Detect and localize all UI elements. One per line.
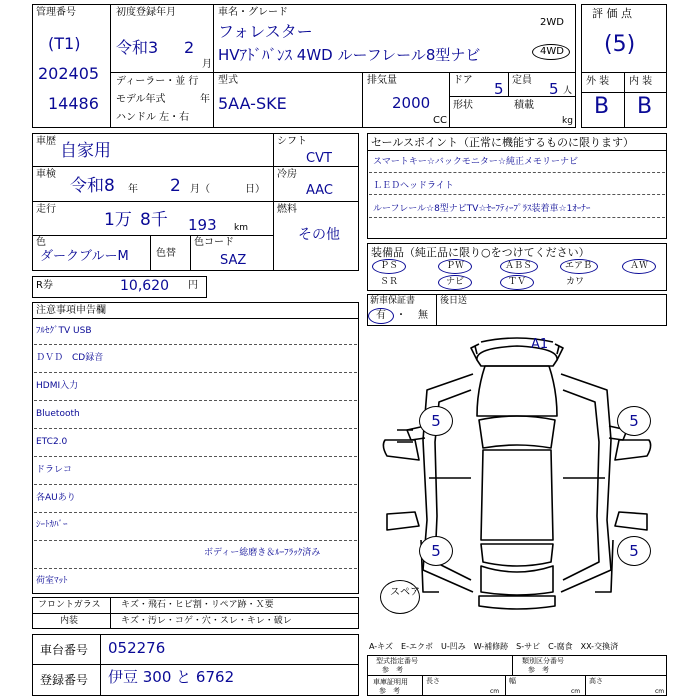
mileage-1k: 8千 bbox=[140, 210, 168, 230]
equip-pw: ＰＷ bbox=[446, 261, 465, 271]
tire-rear-left bbox=[419, 536, 453, 566]
shift-label: シフト bbox=[277, 136, 307, 147]
windshield-items: キズ・汚レ・コゲ・穴・スレ・キレ・破レ bbox=[121, 616, 292, 626]
category-label: 類別区分番号 bbox=[522, 657, 564, 665]
first-reg-era: 令和3 bbox=[116, 38, 159, 57]
sales-point-1: スマートキー☆バックモニター☆純正メモリーナビ bbox=[373, 157, 578, 167]
sales-point-3: ルーフレール☆8型ナビTV☆ｾｰﾌﾃｨｰﾌﾟﾗｽ装着車☆1ｵｰﾅｰ bbox=[373, 204, 591, 214]
fuel-label: 燃料 bbox=[277, 204, 297, 215]
note-4: Bluetooth bbox=[36, 409, 80, 419]
chassis-label: 車台番号 bbox=[40, 643, 89, 657]
note-8: ｼｰﾄｶﾊﾞｰ bbox=[36, 520, 68, 530]
note-7: 各AUあり bbox=[36, 493, 76, 503]
mileage-10k: 1万 bbox=[104, 210, 132, 230]
notes-title: 注意事項申告欄 bbox=[36, 305, 106, 316]
equip-leather: カワ bbox=[566, 277, 585, 287]
aftermarket-label: 後日送 bbox=[440, 296, 468, 306]
tire-rear-left-value: 5 bbox=[431, 542, 441, 560]
length-label: 長さ bbox=[426, 677, 440, 685]
rating: (5) bbox=[604, 32, 636, 57]
color: ダークブルーM bbox=[40, 249, 129, 264]
warranty-no: 無 bbox=[418, 310, 428, 321]
tire-front-right bbox=[617, 406, 651, 436]
doors: 5 bbox=[494, 80, 504, 98]
inspection-era: 令和8 bbox=[70, 176, 115, 196]
tire-front-right-value: 5 bbox=[629, 412, 639, 430]
month-paren: 月（ bbox=[190, 184, 210, 195]
cc-unit: CC bbox=[433, 115, 447, 126]
exterior-label: 外 装 bbox=[586, 76, 610, 87]
spare-label: スペア bbox=[390, 587, 420, 598]
recycle-unit: 円 bbox=[188, 280, 198, 291]
color-change-label: 色替 bbox=[156, 248, 176, 259]
model-year-label: モデル年式 bbox=[116, 94, 166, 105]
note-5: ETC2.0 bbox=[36, 437, 68, 447]
ac-label: 冷房 bbox=[277, 169, 297, 180]
roof-damage-mark: A1 bbox=[531, 337, 549, 352]
fuel: その他 bbox=[298, 227, 340, 243]
note-1: ﾌﾙｾｸﾞTV USB bbox=[36, 326, 92, 336]
first-reg-label: 初度登録年月 bbox=[116, 7, 176, 18]
height-label: 高さ bbox=[589, 677, 603, 685]
tire-rear-right bbox=[617, 536, 651, 566]
interior-label: 内 装 bbox=[629, 76, 653, 87]
chassis-number: 052276 bbox=[108, 639, 166, 657]
model-year-unit: 年 bbox=[200, 94, 210, 105]
color-code: SAZ bbox=[220, 253, 247, 268]
usage: 自家用 bbox=[60, 141, 111, 161]
exterior-grade: B bbox=[594, 94, 610, 119]
equip-sr: ＳＲ bbox=[380, 277, 399, 287]
equip-navi: ナビ bbox=[446, 277, 465, 287]
cert-ref: 参 考 bbox=[379, 687, 400, 695]
type-spec-ref: 参 考 bbox=[382, 666, 403, 674]
tire-front-left-value: 5 bbox=[431, 412, 441, 430]
warranty-label: 新車保証書 bbox=[370, 296, 416, 306]
car-name: フォレスター bbox=[218, 22, 313, 41]
color-code-label: 色コード bbox=[194, 237, 234, 248]
mileage-rest: 193 bbox=[188, 216, 217, 234]
rating-label: 評 価 点 bbox=[592, 7, 632, 20]
tire-rear-right-value: 5 bbox=[629, 542, 639, 560]
warranty-dot: ・ bbox=[396, 310, 406, 321]
handle-label: ハンドル 左・右 bbox=[116, 112, 190, 123]
cert-label: 車庫証明用 bbox=[373, 678, 408, 686]
height-cm: cm bbox=[655, 688, 665, 695]
doors-label: ドア bbox=[453, 75, 473, 86]
equip-aw: ＡＷ bbox=[630, 261, 649, 271]
first-reg-month: 2 bbox=[184, 38, 195, 57]
mileage-label: 走行 bbox=[36, 204, 56, 215]
interior-label: 内装 bbox=[60, 616, 79, 626]
displacement-label: 排気量 bbox=[367, 75, 397, 86]
load-label: 積載 bbox=[514, 100, 534, 111]
recycle-label: R券 bbox=[36, 280, 53, 291]
drive-2wd: 2WD bbox=[540, 17, 564, 28]
note-6: ドラレコ bbox=[36, 465, 73, 475]
km-unit: km bbox=[234, 223, 248, 233]
sales-points-title: セールスポイント（正常に機能するものに限ります） bbox=[371, 136, 635, 149]
model-type: 5AA-SKE bbox=[218, 94, 287, 113]
warranty-yes: 有 bbox=[376, 310, 386, 321]
inspection-month: 2 bbox=[170, 176, 181, 196]
interior-grade: B bbox=[637, 94, 653, 119]
mgmt-number-1: 202405 bbox=[38, 64, 100, 83]
mgmt-label: 管理番号 bbox=[36, 7, 76, 18]
recycle-amount: 10,620 bbox=[120, 278, 169, 294]
length-cm: cm bbox=[490, 688, 500, 695]
first-reg-month-unit: 月 bbox=[202, 59, 212, 70]
note-10: 荷室ﾏｯﾄ bbox=[36, 576, 68, 586]
width-label: 幅 bbox=[509, 677, 516, 685]
note-2: ＤＶＤ CD録音 bbox=[36, 353, 104, 363]
car-grade: HVｱﾄﾞﾊﾞﾝｽ 4WD ルーフレール8型ナビ bbox=[218, 46, 481, 64]
shape-label: 形状 bbox=[453, 100, 473, 111]
width-cm: cm bbox=[571, 688, 581, 695]
body-note: ボディー総磨き＆ﾙｰﾌﾗｯｸ済み bbox=[204, 548, 321, 558]
drive-4wd: 4WD bbox=[540, 46, 564, 57]
equip-airbag: エアＢ bbox=[565, 261, 593, 271]
displacement: 2000 bbox=[392, 94, 431, 112]
ac: AAC bbox=[306, 183, 333, 198]
mgmt-code: (T1) bbox=[48, 34, 81, 53]
car-name-label: 車名・グレード bbox=[218, 7, 288, 18]
day-paren: 日） bbox=[245, 184, 265, 195]
type-spec-label: 型式指定番号 bbox=[376, 657, 418, 665]
header-main-box bbox=[110, 4, 576, 128]
category-ref: 参 考 bbox=[528, 666, 549, 674]
windshield-label: フロントガラス bbox=[38, 600, 101, 610]
equip-ps: ＰＳ bbox=[380, 261, 399, 271]
dealer-label: ディーラー・並 行 bbox=[116, 76, 199, 87]
tire-front-left bbox=[419, 406, 453, 436]
note-3: HDMI入力 bbox=[36, 381, 79, 391]
year-unit: 年 bbox=[128, 184, 138, 195]
sales-point-2: ＬＥＤヘッドライト bbox=[373, 181, 454, 191]
capacity-unit: 人 bbox=[563, 86, 573, 96]
windshield-values: キズ・飛石・ヒビ割・リペア跡・Ｘ要 bbox=[121, 600, 274, 610]
equip-abs: ＡＢＳ bbox=[505, 261, 533, 271]
reg-number: 伊豆 300 と 6762 bbox=[108, 668, 235, 686]
reg-label: 登録番号 bbox=[40, 673, 89, 687]
color-label: 色 bbox=[36, 237, 46, 248]
mgmt-number-2: 14486 bbox=[48, 94, 99, 113]
shift: CVT bbox=[306, 151, 332, 166]
kg-unit: kg bbox=[562, 116, 573, 126]
capacity: 5 bbox=[549, 80, 559, 98]
damage-legend: A-キズ E-エクボ U-凹み W-補修跡 S-サビ C-腐食 XX-交換済 bbox=[369, 642, 619, 651]
inspection-label: 車検 bbox=[36, 169, 56, 180]
equipment-title: 装備品（純正品に限り○をつけてください） bbox=[371, 246, 590, 259]
equip-tv: ＴＶ bbox=[508, 277, 527, 287]
capacity-label: 定員 bbox=[512, 75, 532, 86]
type-label: 型式 bbox=[218, 75, 238, 86]
usage-label: 車歴 bbox=[36, 136, 56, 147]
